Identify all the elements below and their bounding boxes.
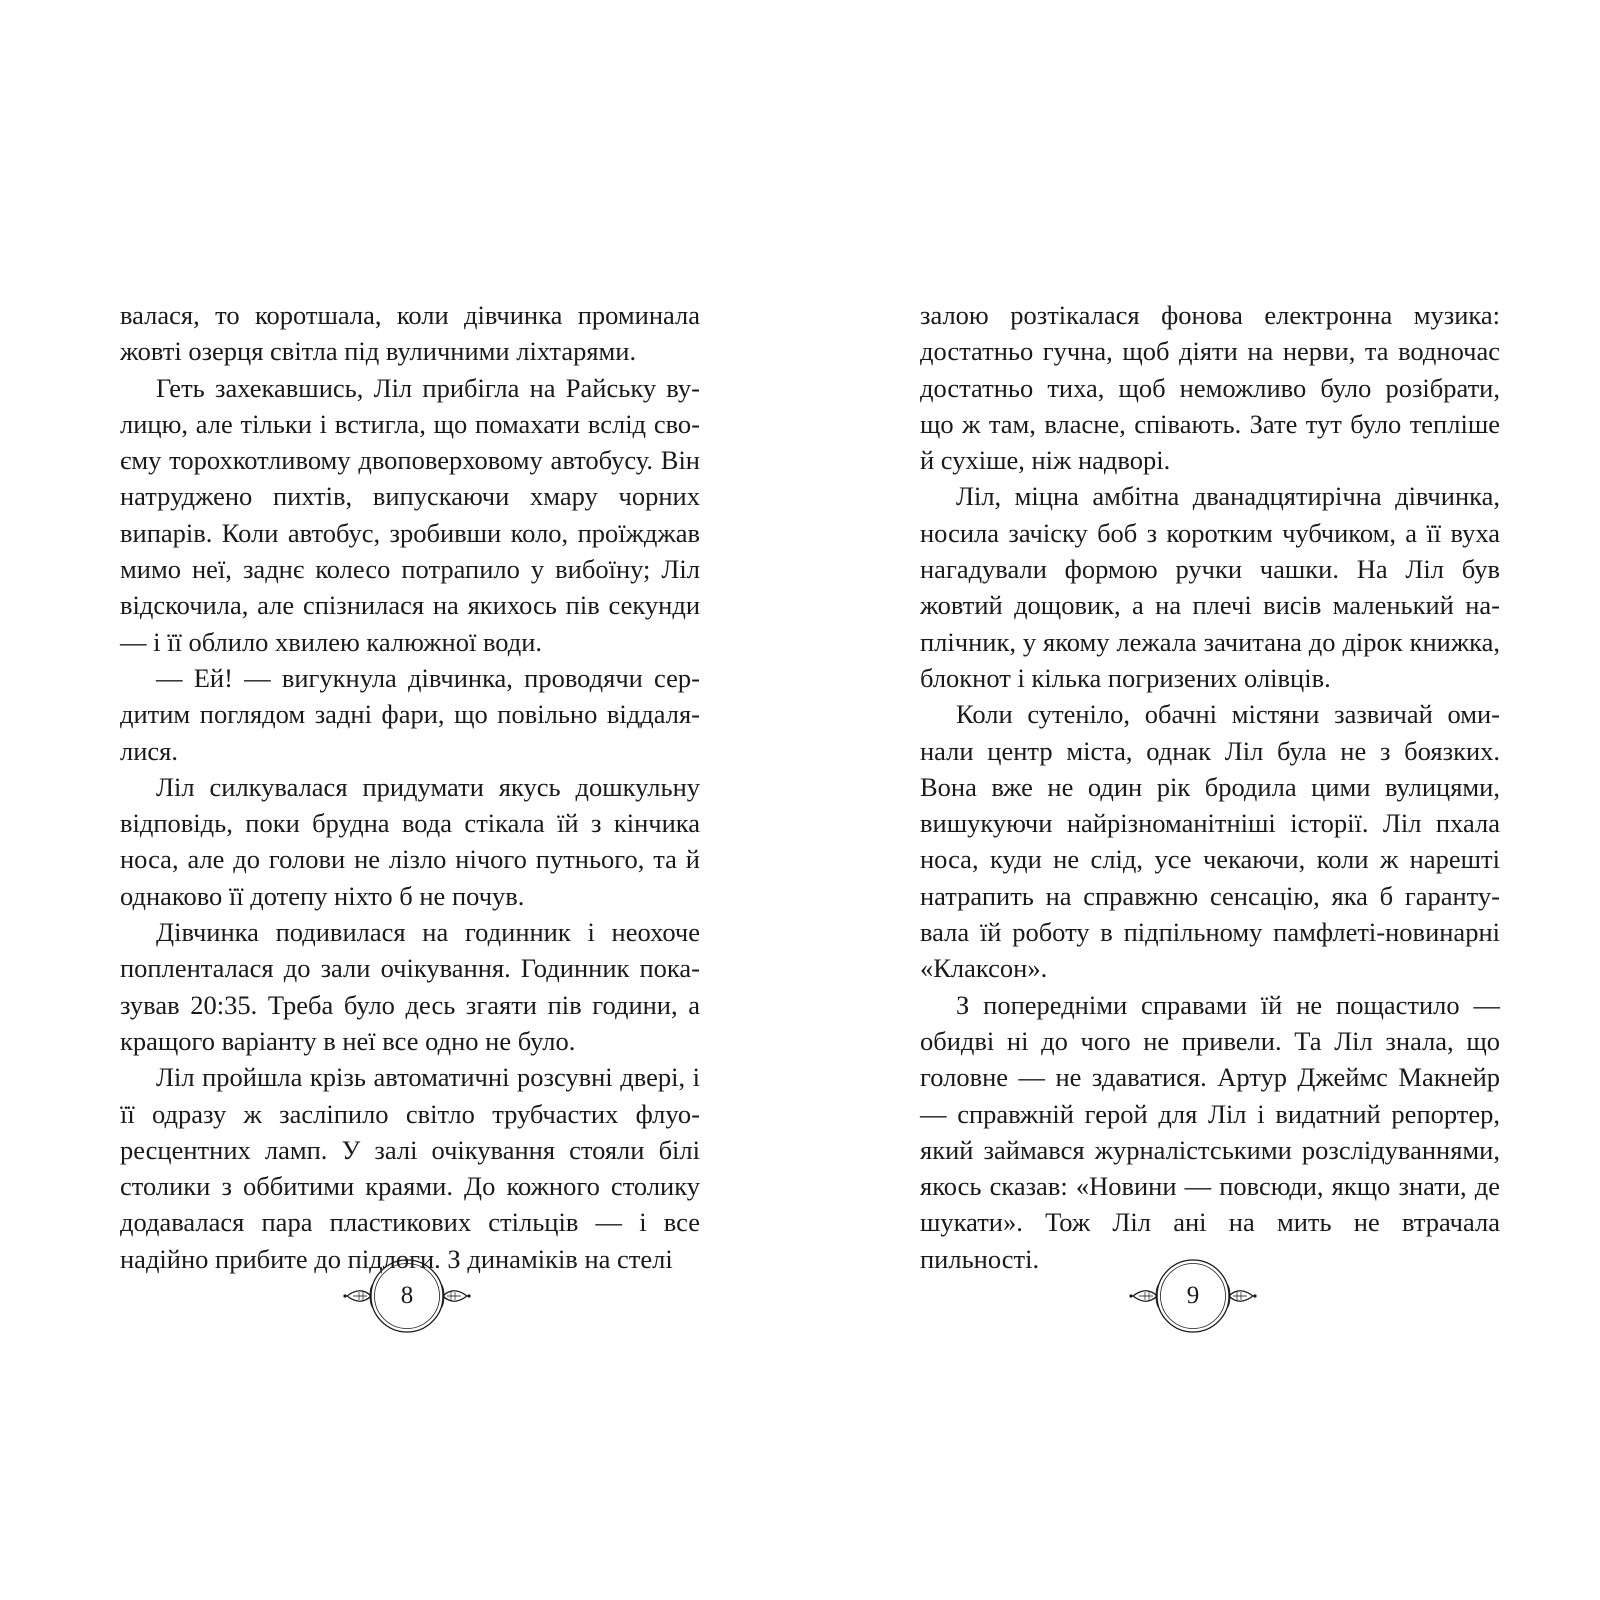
- left-page-text: [120, 297, 700, 1277]
- right-page-text: [920, 297, 1500, 1277]
- right-page: [800, 0, 1600, 1600]
- paragraph: Ліл силкувалася придумати якусь дошкульну відповідь, поки брудна вода стікала їй з кінчика носа, але до голови не лізло нічого путнього, та й однаково її дотепу ніхто б не почув.: [120, 771, 700, 911]
- paragraph: Ліл пройшла крізь автоматичні розсувні двері, і її одразу ж засліпило світло трубчастих флуоресцентних ламп. У залі очікування стояли білі столики з оббитими краями. До кожного столику додавалася пара пластикових стільців — і все надійно прибите до підлоги. З динаміків на стелі: [120, 1062, 700, 1274]
- page-number: 8: [400, 1282, 414, 1309]
- paragraph: — Ей! — вигукнула дівчинка, проводячи сердитим поглядом задні фари, що повільно віддалялися.: [120, 662, 700, 766]
- paragraph: Геть захекавшись, Ліл прибігла на Райську вулицю, але тільки і встигла, що помахати вслід своєму торохкотливому двоповерховому автобусу. Він натруджено пихтів, випускаючи хмару чорних випарів. Коли автобус, зробивши коло, проїжджав мимо неї, заднє колесо потрапило у вибоїну; Ліл відскочила, але спізнилася на якихось пів секунди — і її облило хвилею калюжної води.: [120, 372, 700, 657]
- paragraph: валася, то коротшала, коли дівчинка проминала жовті озерця світла під вуличними ліхтарями.: [120, 300, 700, 367]
- paragraph: Дівчинка подивилася на годинник і неохоче попленталася до зали очікування. Годинник показував 20:35. Треба було десь згаяти пів години, а кращого варіанту в неї все одно не було.: [120, 917, 700, 1056]
- paragraph: З попередніми справами їй не пощастило — обидві ні до чого не привели. Та Ліл знала, що головне — не здаватися. Артур Джеймс Макнейр — справжній герой для Ліл і видатний репортер, який займався журналістськими розслідуваннями, якось сказав: «Новини — повсюди, якщо знати, де шукати». Тож Ліл ані на мить не втрачала пильності.: [920, 989, 1500, 1274]
- page-number-ornament: [337, 1254, 477, 1338]
- page-number: 9: [1186, 1282, 1200, 1309]
- paragraph: Коли сутеніло, обачні містяни зазвичай оминали центр міста, однак Ліл була не з боязких. Вона вже не один рік бродила цими вулицями, вишукуючи найрізноманітніші історії. Ліл пхала носа, куди не слід, усе чекаючи, коли ж нарешті натрапить на справжню сенсацію, яка б гарантувала їй роботу в підпільному памфлеті-новинарні «Клаксон».: [920, 699, 1500, 984]
- page-number-ornament: [1123, 1254, 1263, 1338]
- paragraph: залою розтікалася фонова електронна музика: достатньо гучна, щоб діяти на нерви, та водночас достатньо тиха, щоб неможливо було розібрати, що ж там, власне, співають. Зате тут було тепліше й сухіше, ніж надворі.: [920, 300, 1500, 476]
- paragraph: Ліл, міцна амбітна дванадцятирічна дівчинка, носила зачіску боб з коротким чубчиком, а її вуха нагадували формою ручки чашки. На Ліл був жовтий дощовик, а на плечі висів маленький наплічник, у якому лежала зачитана до дірок книжка, блокнот і кілька погризених олівців.: [920, 481, 1500, 693]
